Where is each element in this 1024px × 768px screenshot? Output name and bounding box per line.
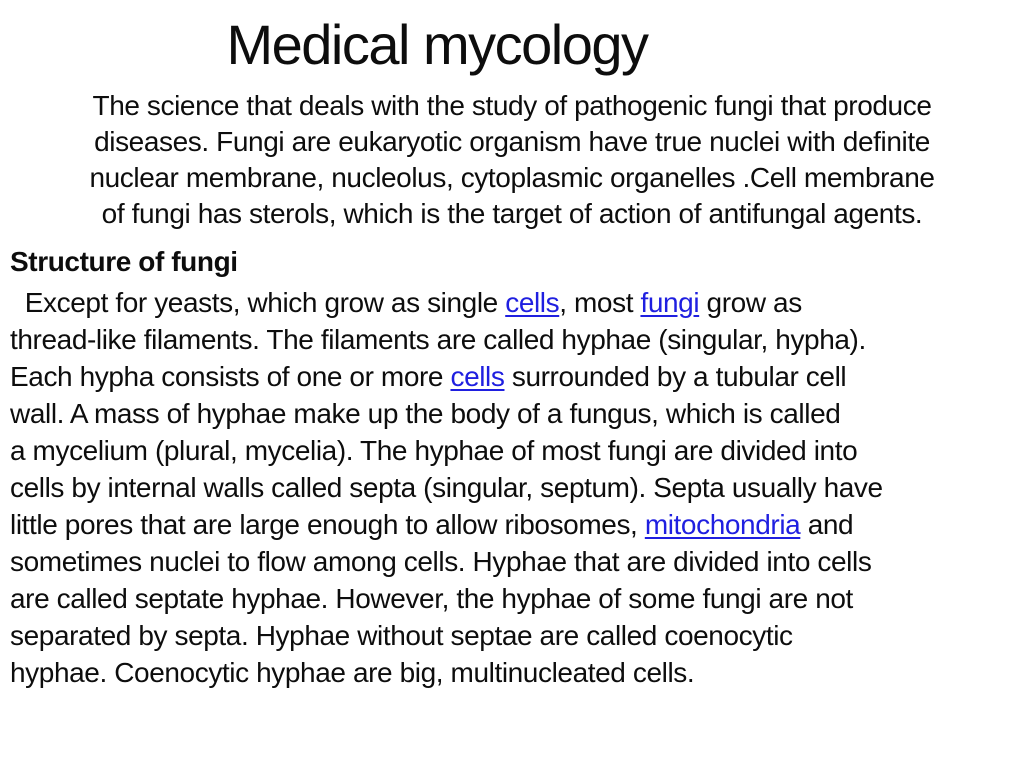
body-line (10, 654, 1018, 691)
body-line (10, 543, 1018, 580)
body-line (10, 395, 1018, 432)
body-text-segment: cells by internal walls called septa (singular, septum). Septa usually have (10, 472, 883, 503)
body-text-segment: , most (559, 287, 641, 318)
intro-line: nuclear membrane, nucleolus, cytoplasmic organelles .Cell membrane (89, 162, 935, 193)
link-cells-1[interactable]: cells (505, 287, 560, 318)
body-line (10, 358, 1018, 395)
body-text-segment: a mycelium (plural, mycelia). The hyphae of most fungi are divided into (10, 435, 858, 466)
body-text-segment: little pores that are large enough to allow ribosomes, (10, 509, 645, 540)
section-heading: Structure of fungi (10, 246, 238, 277)
body-text-segment: sometimes nuclei to flow among cells. Hyphae that are divided into cells (10, 546, 872, 577)
body-text-segment: surrounded by a tubular cell (504, 361, 847, 392)
body-text-segment: are called septate hyphae. However, the hyphae of some fungi are not (10, 583, 853, 614)
link-fungi[interactable]: fungi (640, 287, 700, 318)
body-text-segment: Except for yeasts, which grow as single (10, 287, 506, 318)
body-text-segment: hyphae. Coenocytic hyphae are big, multinucleated cells. (10, 657, 695, 688)
body-line (10, 321, 1018, 358)
body-text-segment: and (800, 509, 854, 540)
intro-line: The science that deals with the study of pathogenic fungi that produce (92, 90, 932, 121)
body-line (10, 617, 1018, 654)
body-text-segment: wall. A mass of hyphae make up the body of a fungus, which is called (10, 398, 841, 429)
link-cells-2[interactable]: cells (450, 361, 505, 392)
intro-line: of fungi has sterols, which is the target of action of antifungal agents. (101, 198, 923, 229)
body-line (10, 284, 1018, 321)
slide-title: Medical mycology (226, 13, 648, 76)
body-paragraph (10, 284, 1018, 691)
body-line (10, 432, 1018, 469)
intro-paragraph (0, 88, 1024, 232)
body-text-segment: grow as (699, 287, 802, 318)
link-mitochondria[interactable]: mitochondria (644, 509, 801, 540)
body-line (10, 469, 1018, 506)
intro-line: diseases. Fungi are eukaryotic organism have true nuclei with definite (94, 126, 930, 157)
body-text-segment: separated by septa. Hyphae without septae are called coenocytic (10, 620, 793, 651)
body-text-segment: thread-like filaments. The filaments are called hyphae (singular, hypha). (10, 324, 866, 355)
body-text-segment: Each hypha consists of one or more (10, 361, 451, 392)
body-line (10, 580, 1018, 617)
body-line (10, 506, 1018, 543)
